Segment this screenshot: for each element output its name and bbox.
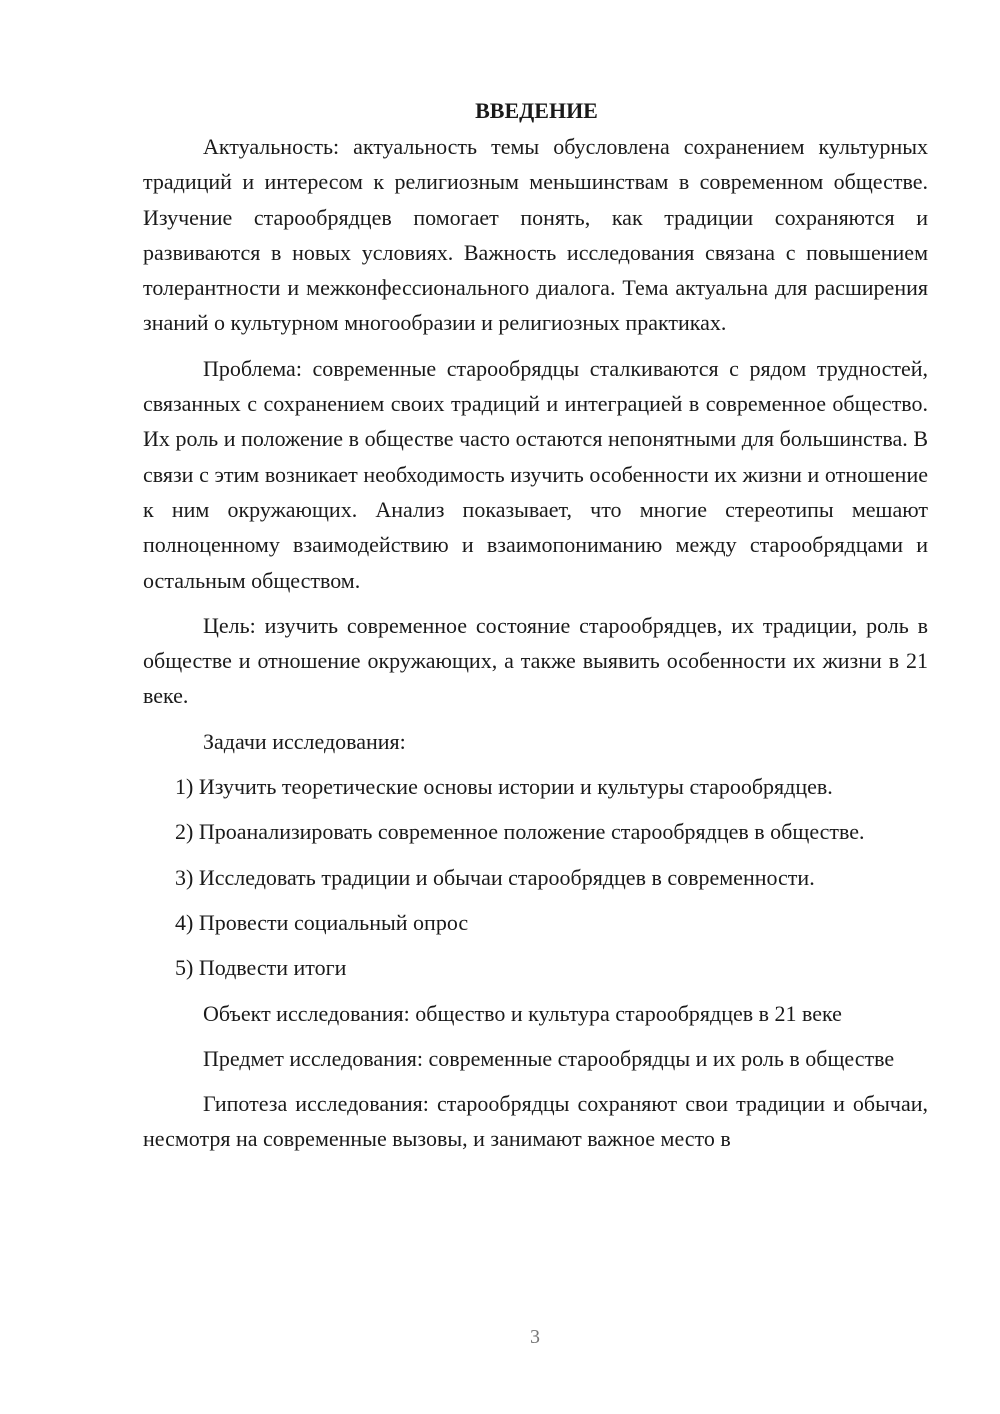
paragraph-problem: Проблема: современные старообрядцы сталкиваются с рядом трудностей, связанных с сохранением своих традиций и интеграцией в современное общество. Их роль и положение в обществе часто остаются непонятными для большинства. В связи с этим возникает необходимость изучить особенности их жизни и отношение к ним окружающих. Анализ показывает, что многие стереотипы мешают полноценному взаимодействию и взаимопониманию между старообрядцами и остальным обществом. [143, 355, 928, 593]
tasks-list [143, 769, 928, 985]
page-number: 3 [530, 1326, 540, 1348]
paragraph-object: Объект исследования: общество и культура старообрядцев в 21 веке [203, 1000, 842, 1026]
document-page [143, 93, 928, 1157]
paragraph-hypothesis: Гипотеза исследования: старообрядцы сохраняют свои традиции и обычаи, несмотря на современные вызовы, и занимают важное место в [143, 1091, 928, 1152]
list-item: 2) Проанализировать современное положение старообрядцев в обществе. [175, 819, 865, 845]
list-item: 4) Провести социальный опрос [175, 909, 469, 935]
paragraph-tasks-title: Задачи исследования: [203, 728, 406, 754]
paragraph-relevance: Актуальность: актуальность темы обусловлена сохранением культурных традиций и интересом к религиозным меньшинствам в современном обществе. Изучение старообрядцев помогает понять, как традиции сохраняются и развиваются в новых условиях. Важность исследования связана с повышением толерантности и межконфессионального диалога. Тема актуальна для расширения знаний о культурном многообразии и религиозных практиках. [143, 134, 928, 336]
paragraph-subject: Предмет исследования: современные старообрядцы и их роль в обществе [203, 1045, 895, 1071]
page-title: ВВЕДЕНИЕ [475, 98, 598, 123]
list-item: 1) Изучить теоретические основы истории и культуры старообрядцев. [175, 774, 833, 800]
list-item: 5) Подвести итоги [175, 955, 347, 981]
paragraph-goal: Цель: изучить современное состояние старообрядцев, их традиции, роль в обществе и отношение окружающих, а также выявить особенности их жизни в 21 веке. [143, 612, 928, 709]
list-item: 3) Исследовать традиции и обычаи старообрядцев в современности. [175, 864, 815, 890]
